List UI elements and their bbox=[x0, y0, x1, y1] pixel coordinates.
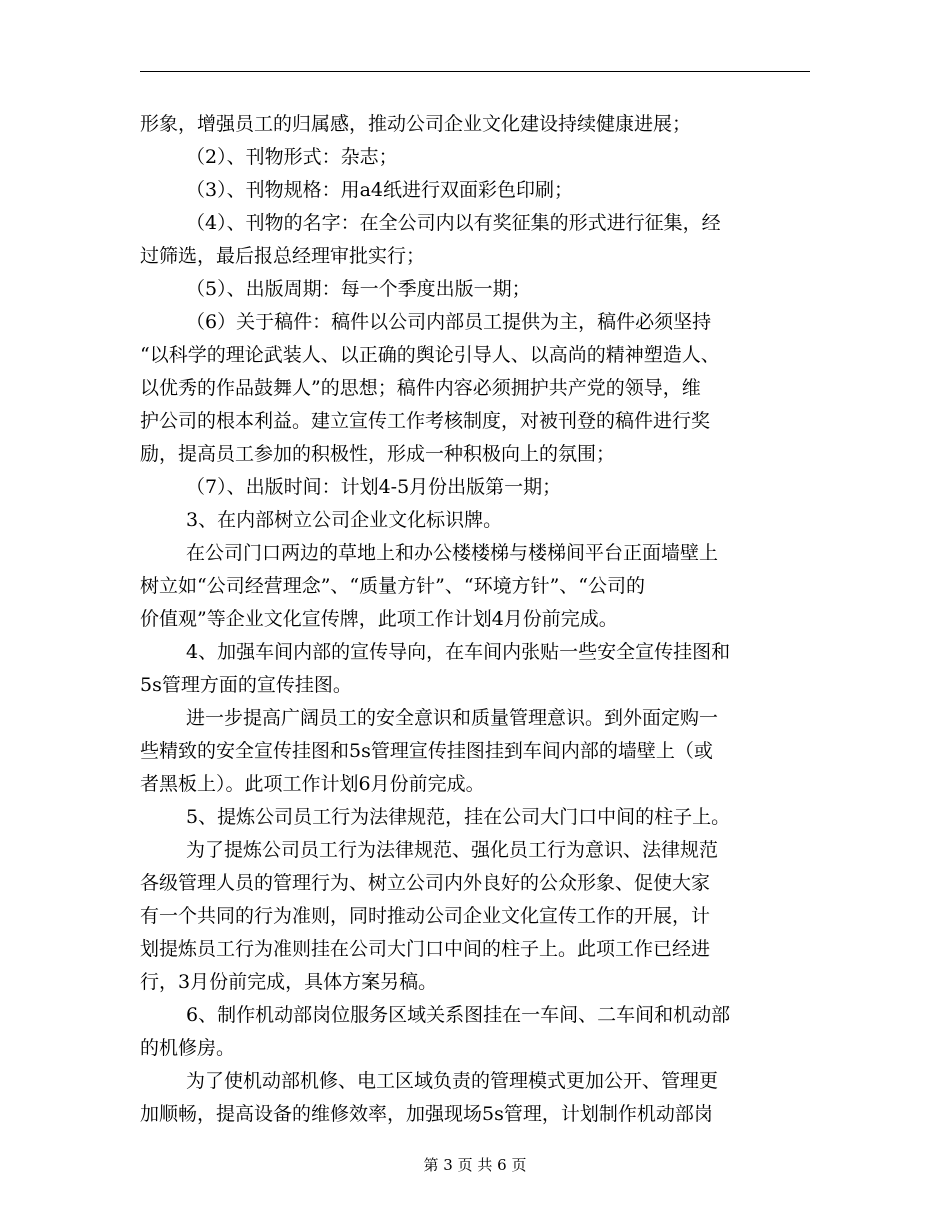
text-line: 进一步提高广阔员工的安全意识和质量管理意识。到外面定购一 bbox=[186, 707, 719, 729]
text-line: 行，3月份前完成，具体方案另稿。 bbox=[140, 971, 438, 993]
text-line: 形象，增强员工的归属感，推动公司企业文化建设持续健康进展； bbox=[140, 113, 692, 135]
text-line: 过筛选，最后报总经理审批实行； bbox=[140, 245, 426, 267]
text-line: 划提炼员工行为准则挂在公司大门口中间的柱子上。此项工作已经进 bbox=[140, 938, 711, 960]
text-line: 的机修房。 bbox=[140, 1037, 236, 1059]
text-line: 各级管理人员的管理行为、树立公司内外良好的公众形象、促使大家 bbox=[140, 872, 711, 894]
text-line: 5s管理方面的宣传挂图。 bbox=[140, 674, 352, 696]
text-line: （3）、刊物规格：用a4纸进行双面彩色印刷； bbox=[186, 179, 574, 201]
text-line: 价值观”等企业文化宣传牌，此项工作计划4月份前完成。 bbox=[140, 608, 618, 630]
text-line: 在公司门口两边的草地上和办公楼楼梯与楼梯间平台正面墙壁上 bbox=[186, 542, 719, 564]
text-line: 为了提炼公司员工行为法律规范、强化员工行为意识、法律规范 bbox=[186, 839, 719, 861]
text-line: 5、提炼公司员工行为法律规范，挂在公司大门口中间的柱子上。 bbox=[186, 806, 731, 828]
text-line: 些精致的安全宣传挂图和5s管理宣传挂图挂到车间内部的墙壁上（或 bbox=[140, 740, 713, 762]
header-rule bbox=[140, 71, 810, 72]
text-line: （4）、刊物的名字：在全公司内以有奖征集的形式进行征集，经 bbox=[186, 212, 721, 234]
text-line: 4、加强车间内部的宣传导向，在车间内张贴一些安全宣传挂图和 bbox=[186, 641, 731, 663]
text-line: 以优秀的作品鼓舞人”的思想；稿件内容必须拥护共产党的领导，维 bbox=[140, 377, 701, 399]
text-line: 者黑板上）。此项工作计划6月份前完成。 bbox=[140, 773, 485, 795]
text-line: 6、制作机动部岗位服务区域关系图挂在一车间、二车间和机动部 bbox=[186, 1004, 731, 1026]
text-line: 励，提高员工参加的积极性，形成一种积极向上的氛围； bbox=[140, 443, 616, 465]
text-line: 树立如“公司经营理念”、“质量方针”、“环境方针”、“公司的 bbox=[140, 575, 645, 597]
text-line: （2）、刊物形式：杂志； bbox=[186, 146, 398, 168]
text-line: 有一个共同的行为准则，同时推动公司企业文化宣传工作的开展，计 bbox=[140, 905, 711, 927]
text-line: （5）、出版周期：每一个季度出版一期； bbox=[186, 278, 531, 300]
text-line: （6）关于稿件：稿件以公司内部员工提供为主，稿件必须坚持 bbox=[186, 311, 712, 333]
text-line: 为了使机动部机修、电工区域负责的管理模式更加公开、管理更 bbox=[186, 1070, 719, 1092]
text-line: 3、在内部树立公司企业文化标识牌。 bbox=[186, 509, 503, 531]
text-line: 护公司的根本利益。建立宣传工作考核制度，对被刊登的稿件进行奖 bbox=[140, 410, 711, 432]
text-line: “以科学的理论武装人、以正确的舆论引导人、以高尚的精神塑造人、 bbox=[140, 344, 720, 366]
text-line: （7）、出版时间：计划4-5月份出版第一期； bbox=[186, 476, 562, 498]
document-body bbox=[140, 108, 810, 1131]
page-number: 第 3 页 共 6 页 bbox=[423, 1156, 527, 1174]
text-line: 加顺畅，提高设备的维修效率，加强现场5s管理，计划制作机动部岗 bbox=[140, 1103, 713, 1125]
